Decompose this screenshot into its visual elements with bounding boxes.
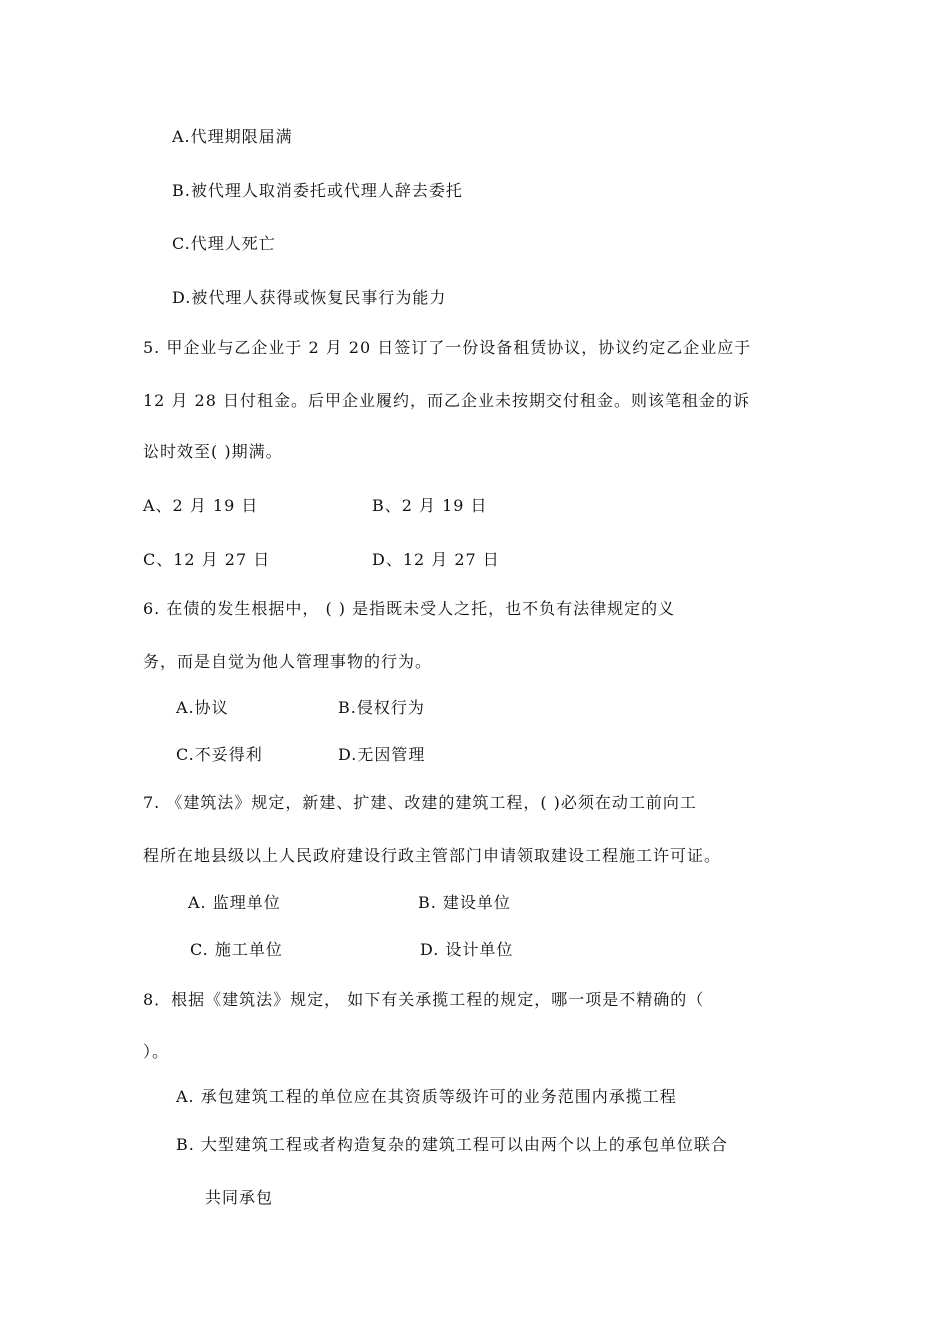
q6-line-2: 务，而是自觉为他人管理事物的行为。 xyxy=(143,652,433,671)
q5-line-2: 12 月 28 日付租金。后甲企业履约，而乙企业未按期交付租金。则该笔租金的诉 xyxy=(143,391,750,410)
q7-line-1: 7. 《建筑法》规定，新建、扩建、改建的建筑工程，( )必须在动工前向工 xyxy=(143,793,697,812)
q7-option-d: D. 设计单位 xyxy=(420,940,514,959)
q5-line-3: 讼时效至( )期满。 xyxy=(143,442,283,461)
q6-option-d: D.无因管理 xyxy=(338,745,426,764)
q6-option-c: C.不妥得利 xyxy=(176,745,263,764)
q7-option-a: A. 监理单位 xyxy=(188,893,281,912)
q8-line-1: 8．根据《建筑法》规定， 如下有关承揽工程的规定，哪一项是不精确的（ xyxy=(143,990,705,1009)
q8-option-b: B. 大型建筑工程或者构造复杂的建筑工程可以由两个以上的承包单位联合 xyxy=(176,1135,728,1154)
q5-line-1: 5. 甲企业与乙企业于 2 月 20 日签订了一份设备租赁协议，协议约定乙企业应于 xyxy=(143,338,752,357)
q6-line-1: 6. 在债的发生根据中， ( ) 是指既未受人之托，也不负有法律规定的义 xyxy=(143,599,676,618)
q6-option-b: B.侵权行为 xyxy=(338,698,425,717)
q7-option-c: C. 施工单位 xyxy=(190,940,283,959)
q5-option-a: A、2 月 19 日 xyxy=(143,496,259,515)
q8-option-a: A. 承包建筑工程的单位应在其资质等级许可的业务范围内承揽工程 xyxy=(176,1087,677,1106)
q5-option-d: D、12 月 27 日 xyxy=(372,550,500,569)
q5-option-c: C、12 月 27 日 xyxy=(143,550,271,569)
q7-option-b: B. 建设单位 xyxy=(418,893,511,912)
q4-option-d: D.被代理人获得或恢复民事行为能力 xyxy=(172,288,447,307)
q7-line-2: 程所在地县级以上人民政府建设行政主管部门申请领取建设工程施工许可证。 xyxy=(143,846,722,865)
q8-option-b-continued: 共同承包 xyxy=(205,1188,274,1207)
q4-option-c: C.代理人死亡 xyxy=(172,234,276,253)
q6-option-a: A.协议 xyxy=(176,698,229,717)
q4-option-a: A.代理期限届满 xyxy=(172,127,293,146)
q5-option-b: B、2 月 19 日 xyxy=(372,496,488,515)
q8-line-2: ）。 xyxy=(143,1042,170,1061)
q4-option-b: B.被代理人取消委托或代理人辞去委托 xyxy=(172,181,463,200)
